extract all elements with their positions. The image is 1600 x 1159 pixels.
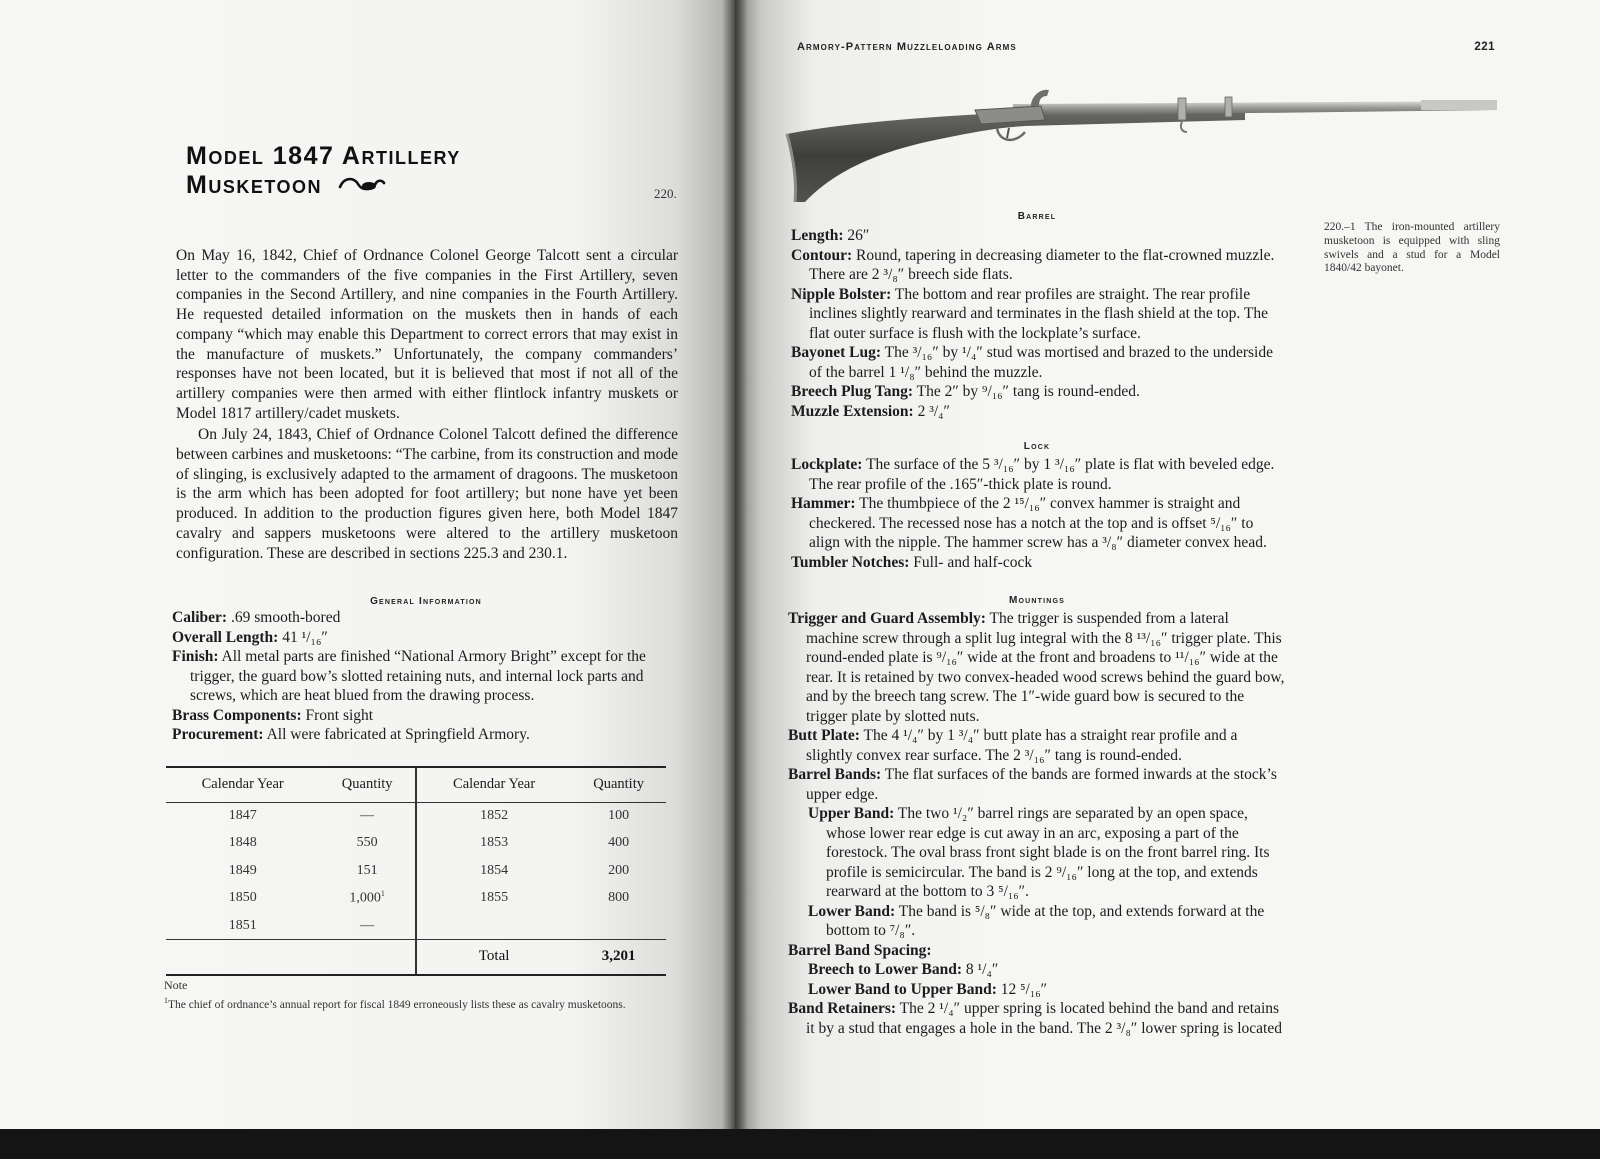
table-row: 1849 151 1854 200 [166,857,666,885]
spec-item: Brass Components: Front sight [172,706,374,724]
spec-item: Hammer: The thumbpiece of the 2 ¹⁵/₁₆″ convex hammer is straight and checkered. The recessed nose has a notch at the top and is offset ⁵/₁₆″ to align with the nipple. The hammer screw has a ³/₈″ diameter convex head. [791,495,1267,551]
footnote-marker: 1 [164,996,168,1005]
table-total-row [166,940,666,974]
spec-item: Trigger and Guard Assembly: The trigger is suspended from a lateral machine screw through a split lug integral with the 8 ¹³/₁₆″ trigger plate. This round-ended plate is ⁹/₁₆″ wide at the front and broadens to ¹¹/₁₆″ wide at the rear. It is retained by two convex-headed wood screws behind the guard bow, and by the breech tang screw. The 1″-wide guard bow is secured to the trigger plate by slotted nuts. [788,610,1285,725]
musketoon-photo [785,76,1500,211]
intro-paragraph: On May 16, 1842, Chief of Ordnance Colonel George Talcott sent a circular letter to the commanders of the five companies in the First Artillery, seven companies in the Second Artillery, and nine companies in the Fourth Artillery. He requested detailed information on the muskets then in hands of each company “which may enable this Department to correct errors that may exist in the manufacture of muskets.” Unfortunately, the company commanders’ responses have not been located, but it is believed that most if not all of the artillery companies were then armed with either flintlock infantry muskets or Model 1817 artillery/cadet muskets. [176,247,678,422]
spec-item: Muzzle Extension: 2 ³/₄″ [791,402,951,420]
note-text: The chief of ordnance’s annual report for fiscal 1849 erroneously lists these as cavalry musketoons. [168,998,626,1011]
spec-item: Barrel Bands: The flat surfaces of the bands are formed inwards at the stock’s upper edge. [788,766,1277,803]
mountings-specs [788,609,1285,1038]
table-header: Calendar Year [416,768,571,802]
spec-subitem: Upper Band: The two ¹/₂″ barrel rings are separated by an open space, whose lower rear edge is cut away in an arc, exposing a part of the forestock. The oval brass front sight blade is on the front barrel ring. Its profile is semicircular. The band is 2 ⁹/₁₆″ long at the top, and extends rearward at the bottom to 3 ⁵/₁₆″. [808,805,1270,900]
general-specs [172,608,672,745]
table-header: Calendar Year [166,768,319,802]
title-line-1: Model 1847 Artillery [186,142,461,170]
photo-caption: 220.–1 The iron-mounted artillery musketoon is equipped with sling swivels and a stud for a Model 1840/42 bayonet. [1324,221,1500,275]
spec-subitem: Lower Band to Upper Band: 12 ⁵/₁₆″ [808,980,1048,998]
spec-item: Length: 26″ [791,227,870,244]
chapter-title [186,142,461,201]
table-row: 1851 — [166,912,666,940]
table-header: Quantity [571,768,666,802]
spec-subitem: Lower Band: The band is ⁵/₈″ wide at the top, and extends forward at the bottom to ⁷/₈″. [808,902,1265,939]
table-row: 1848 550 1853 400 [166,830,666,858]
section-number: 220. [654,186,677,201]
spec-item: Tumbler Notches: Full- and half-cock [791,553,1033,571]
intro-paragraph: On July 24, 1843, Chief of Ordnance Colonel Talcott defined the difference between carbines and musketoons: “The carbine, from its construction and mode of slinging, is exclusively adapted to the armament of dragoons. The musketoon is the arm which has been adopted for foot artillery; but none have yet been produced. In addition to the production figures given here, both Model 1847 cavalry and sappers musketoons were altered to the artillery musketoon configuration. These are described in sections 225.3 and 230.1. [176,426,678,562]
general-information-heading: General Information [370,596,482,607]
note-label: Note [164,978,188,992]
total-label: Total [416,940,571,974]
right-page [735,0,1600,1159]
spec-item: Lockplate: The surface of the 5 ³/₁₆″ by 1 ³/₁₆″ plate is flat with beveled edge. The rear profile of the .165″-thick plate is round. [791,456,1275,493]
book-spine [722,0,748,1159]
spec-item: Barrel Band Spacing: [788,941,932,959]
barrel-heading: Barrel [1017,211,1057,222]
spec-item: Finish: All metal parts are finished “National Armory Bright” except for the trigger, the guard bow’s slotted retaining nuts, and internal lock parts and screws, which are heat blued from the drawing process. [172,648,646,704]
left-page [0,0,735,1159]
swash-ornament-icon [336,172,388,201]
spec-item: Band Retainers: The 2 ¹/₄″ upper spring is located behind the band and retains it by a stud that engages a hole in the band. The 2 ³/₈″ lower spring is located [788,1000,1282,1037]
intro-text [176,246,678,565]
total-value: 3,201 [571,940,666,974]
table-row: 1850 1,000$^1$ 1855 800 [166,885,666,913]
table-note [164,978,664,1012]
barrel-specs [791,226,1288,421]
footnote-marker: 1 [380,889,385,899]
running-head: Armory-Pattern Muzzleloading Arms [797,41,1017,53]
spec-item: Procurement: All were fabricated at Springfield Armory. [172,726,530,743]
scan-edge-shadow [0,1129,1600,1159]
mountings-heading: Mountings [1008,595,1066,606]
spec-item: Nipple Bolster: The bottom and rear profiles are straight. The rear profile inclines slightly rearward and terminates in the flash shield at the top. The flat outer surface is flush with the lockplate’s surface. [791,285,1268,342]
spec-item: Caliber: .69 smooth-bored [172,609,341,626]
spec-item: Butt Plate: The 4 ¹/₄″ by 1 ³/₄″ butt plate has a straight rear profile and a slightly convex rear surface. The 2 ³/₁₆″ tang is round-ended. [788,727,1238,764]
production-table [166,766,666,976]
lock-heading: Lock [1023,441,1051,452]
spec-subitem: Breech to Lower Band: 8 ¹/₄″ [808,961,999,978]
page-number: 221 [1474,41,1495,53]
spec-item: Overall Length: 41 ¹/₁₆″ [172,628,328,646]
spec-item: Breech Plug Tang: The 2″ by ⁹/₁₆″ tang is round-ended. [791,383,1140,400]
spec-item: Bayonet Lug: The ³/₁₆″ by ¹/₄″ stud was mortised and brazed to the underside of the barrel 1 ¹/₈″ behind the muzzle. [791,344,1273,381]
table-row: 1847 — 1852 100 [166,802,666,830]
lock-specs [791,455,1288,572]
spec-item: Contour: Round, tapering in decreasing diameter to the flat-crowned muzzle. There are 2 ³/₈″ breech side flats. [791,246,1275,283]
title-line-2: Musketoon [186,171,323,199]
table-header: Quantity [319,768,416,802]
